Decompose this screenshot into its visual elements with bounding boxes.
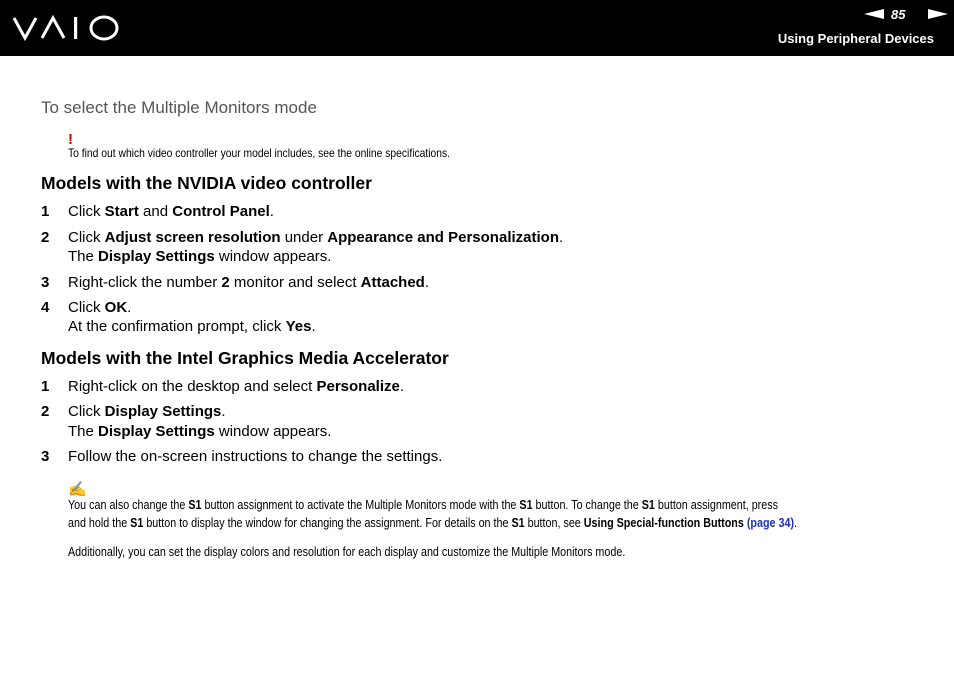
page-title: To select the Multiple Monitors mode [41, 98, 317, 117]
nvidia-heading: Models with the NVIDIA video controller [41, 173, 372, 193]
tip-line-1: You can also change the S1 button assignment to activate the Multiple Monitors mode with the S1 button. To change the S1 button assignment, press [68, 498, 778, 512]
page-34-link[interactable]: (page 34) [746, 516, 795, 530]
page-number: 85 [891, 7, 906, 22]
next-page-icon[interactable] [928, 9, 948, 19]
note-text: To find out which video controller your model includes, see the online specifications. [68, 146, 451, 160]
page-header [0, 0, 954, 56]
pencil-icon: ✍ [68, 481, 87, 498]
section-title: Using Peripheral Devices [777, 31, 934, 46]
tip-paragraph-2: Additionally, you can set the display colors and resolution for each display and customize the Multiple Monitors mode. [68, 545, 626, 559]
cross-reference-title: Using Special-function Buttons [583, 516, 744, 530]
previous-page-icon[interactable] [864, 9, 884, 19]
tip-line-2: and hold the S1 button to display the window for changing the assignment. For details on the S1 button, see Using Special-function Buttons (page 34). [68, 516, 798, 530]
warning-icon: ! [68, 131, 73, 148]
vaio-logo [12, 15, 120, 41]
intel-heading: Models with the Intel Graphics Media Accelerator [41, 348, 449, 368]
